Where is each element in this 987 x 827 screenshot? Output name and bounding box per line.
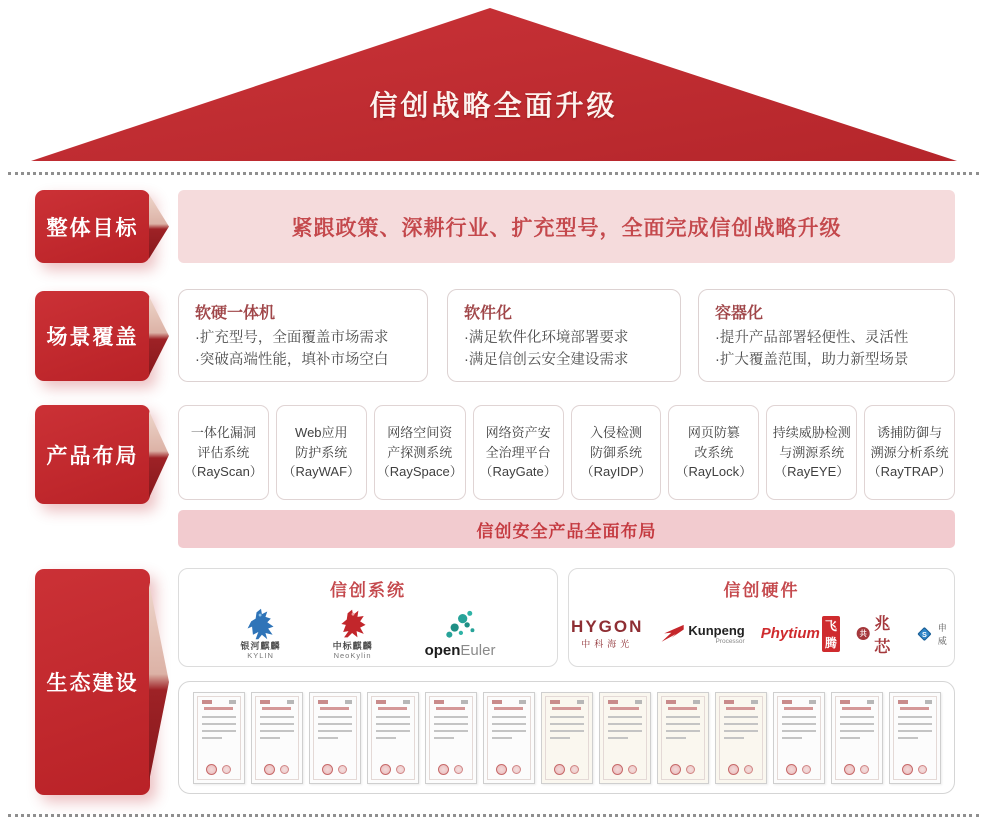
certificate-thumbnail: [425, 692, 477, 784]
certificate-thumbnail: [657, 692, 709, 784]
product-line: 防御系统: [589, 444, 642, 460]
logo-shenwei: [915, 621, 952, 647]
shenwei-icon: [915, 622, 934, 646]
logo-phytium: [761, 616, 840, 652]
logo-neokylin: [333, 607, 373, 661]
product-line: 入侵检测: [589, 425, 642, 441]
row-label-product-layout: [35, 405, 150, 504]
logo-name: 兆芯: [874, 615, 893, 656]
certificate-thumbnail: [541, 692, 593, 784]
product-line: 持续威胁检测: [772, 425, 851, 441]
openeuler-euler: Euler: [460, 642, 496, 659]
roof-banner: [0, 0, 987, 166]
product-line: 全治理平台: [485, 444, 551, 460]
zhaoxin-icon: [856, 623, 870, 644]
scenario-card-appliance: [178, 289, 428, 382]
card-title: 软硬一体机: [195, 305, 276, 322]
product-line: （RayIDP）: [580, 464, 652, 480]
certificate-thumbnail: [193, 692, 245, 784]
logo-name: 中标麒麟: [332, 640, 373, 651]
row-label-overall-goal: [35, 190, 150, 263]
certificate-thumbnail: [483, 692, 535, 784]
logo-name: 申威: [937, 622, 947, 646]
roof-triangle-shape: [0, 0, 987, 166]
product-line: 产探测系统: [387, 444, 453, 460]
logo-name: Phytium: [760, 625, 820, 642]
logo-sub: 中科海光: [581, 639, 634, 649]
product-line: 评估系统: [197, 444, 250, 460]
product-line: 网络空间资: [387, 425, 453, 441]
card-title: 软件化: [464, 305, 513, 322]
product-card-raygate: [473, 405, 564, 500]
logo-zhaoxin: [856, 611, 899, 657]
logo-name: Kunpeng: [688, 622, 745, 638]
product-card-rayspace: [374, 405, 466, 500]
scenario-card-software: [447, 289, 681, 382]
card-bullet: ·扩大覆盖范围，助力新型场景: [715, 352, 909, 369]
product-line: （RayGate）: [479, 464, 557, 480]
certificate-thumbnail: [599, 692, 651, 784]
product-line: （RayTRAP）: [867, 464, 952, 480]
product-line: 网络资产安: [485, 425, 551, 441]
certificates-strip: [178, 681, 955, 794]
products-banner: [178, 510, 955, 548]
card-bullet: ·扩充型号，全面覆盖市场需求: [195, 330, 389, 346]
product-line: 诱捕防御与: [877, 425, 943, 441]
logo-name: 银河麒麟: [240, 640, 281, 651]
product-line: （RayLock）: [675, 464, 753, 480]
certificate-thumbnail: [715, 692, 767, 784]
xinchuang-hardware-box: [568, 568, 955, 667]
hardware-logo-row: [561, 601, 962, 666]
openeuler-open: open: [424, 642, 461, 659]
row-label-text: 整体目标: [46, 216, 139, 240]
certificate-thumbnail: [831, 692, 883, 784]
product-line: 网页防篡: [687, 425, 740, 441]
logo-sub: 飞腾: [822, 616, 840, 652]
logo-galaxy-kylin: [241, 607, 281, 661]
certificate-thumbnail: [309, 692, 361, 784]
row-label-text: 生态建设: [46, 672, 139, 695]
card-bullet: ·突破高端性能，填补市场空白: [195, 352, 389, 369]
product-line: （RaySpace）: [376, 464, 463, 480]
divider-top: [8, 172, 979, 175]
product-card-raylock: [668, 405, 759, 500]
neokylin-icon: [335, 607, 371, 641]
row-label-text: 产品布局: [46, 444, 139, 468]
product-line: （RayScan）: [184, 464, 263, 480]
product-line: 溯源分析系统: [870, 444, 949, 460]
row-label-ecosystem: [35, 569, 150, 795]
systems-title: 信创系统: [330, 581, 406, 600]
card-title: 容器化: [715, 305, 764, 322]
product-line: 一体化漏洞: [190, 425, 256, 441]
divider-bottom: [8, 814, 979, 817]
product-card-rayscan: [178, 405, 269, 500]
product-line: Web应用: [295, 425, 348, 441]
product-line: 改系统: [694, 444, 734, 460]
card-bullet: ·提升产品部署轻便性、灵活性: [715, 330, 909, 346]
certificate-thumbnail: [773, 692, 825, 784]
logo-sub: NeoKylin: [333, 651, 372, 661]
card-bullet: ·满足软件化环境部署要求: [464, 330, 629, 346]
goal-statement-box: [178, 190, 955, 263]
row-label-scenario-coverage: [35, 291, 150, 381]
galaxy-kylin-icon: [243, 607, 279, 641]
products-strip: [178, 405, 955, 500]
poster-title: 信创战略全面升级: [369, 90, 618, 121]
product-line: （RayWAF）: [282, 464, 361, 480]
logo-name: HYGON: [571, 617, 644, 636]
product-line: 防护系统: [295, 444, 348, 460]
logo-kunpeng: [659, 623, 744, 645]
logo-sub: KYLIN: [247, 651, 274, 661]
scenario-card-container: [698, 289, 955, 382]
certificate-thumbnail: [367, 692, 419, 784]
svg-text:共: 共: [859, 630, 867, 639]
openeuler-icon: [442, 608, 478, 640]
products-banner-text: 信创安全产品全面布局: [476, 521, 657, 541]
product-card-rayidp: [571, 405, 662, 500]
card-bullet: ·满足信创云安全建设需求: [464, 352, 629, 369]
goal-statement-text: 紧跟政策、深耕行业、扩充型号，全面完成信创战略升级: [291, 216, 842, 240]
product-card-raytrap: [864, 405, 955, 500]
xinchuang-systems-box: [178, 568, 558, 667]
certificate-thumbnail: [251, 692, 303, 784]
kunpeng-text: [688, 623, 744, 645]
logo-name: [425, 642, 496, 659]
product-line: （RayEYE）: [774, 464, 850, 480]
product-card-rayeye: [766, 405, 857, 500]
product-card-raywaf: [276, 405, 367, 500]
logo-sub: Processor: [715, 637, 745, 645]
logo-openeuler: [425, 608, 496, 659]
hardware-title: 信创硬件: [723, 581, 800, 600]
certificate-thumbnail: [889, 692, 941, 784]
svg-text:S: S: [921, 629, 927, 639]
product-line: 与溯源系统: [779, 444, 845, 460]
systems-logo-row: [215, 601, 522, 666]
row-label-text: 场景覆盖: [46, 326, 139, 349]
logo-hygon: [571, 617, 643, 650]
kunpeng-icon: [659, 623, 685, 645]
